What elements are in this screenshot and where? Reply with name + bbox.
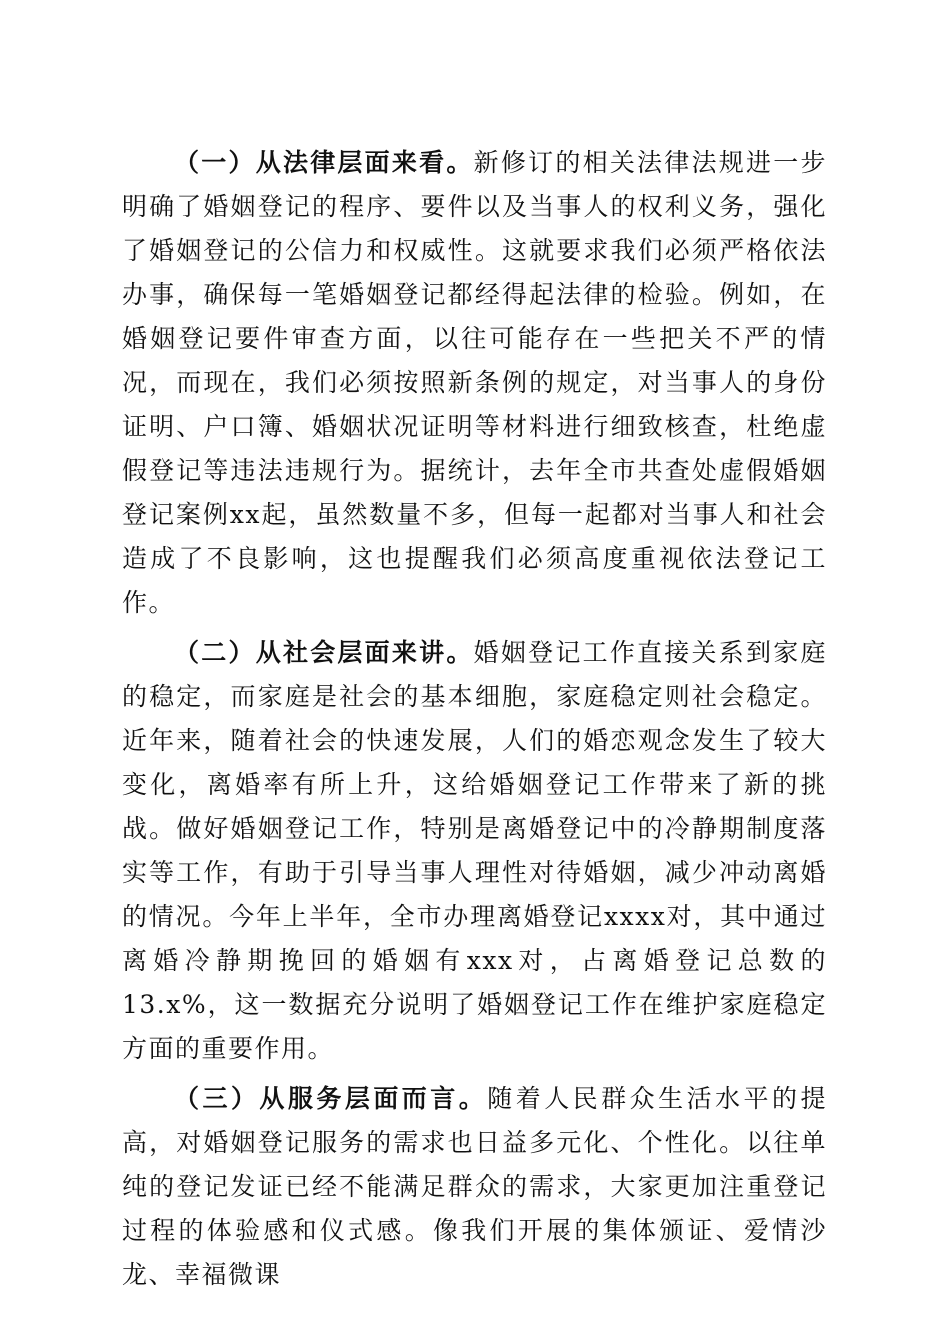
- paragraph-legal: [122, 141, 827, 625]
- paragraph-text-social: 婚姻登记工作直接关系到家庭的稳定，而家庭是社会的基本细胞，家庭稳定则社会稳定。近年来，随着社会的快速发展，人们的婚恋观念发生了较大变化，离婚率有所上升，这给婚姻登记工作带来了新的挑战。做好婚姻登记工作，特别是离婚登记中的冷静期制度落实等工作，有助于引导当事人理性对待婚姻，减少冲动离婚的情况。今年上半年，全市办理离婚登记xxxx对，其中通过离婚冷静期挽回的婚姻有xxx对，占离婚登记总数的13.x%，这一数据充分说明了婚姻登记工作在维护家庭稳定方面的重要作用。: [122, 638, 827, 1063]
- paragraph-text-legal: 新修订的相关法律法规进一步明确了婚姻登记的程序、要件以及当事人的权利义务，强化了婚姻登记的公信力和权威性。这就要求我们必须严格依法办事，确保每一笔婚姻登记都经得起法律的检验。例如，在婚姻登记要件审查方面，以往可能存在一些把关不严的情况，而现在，我们必须按照新条例的规定，对当事人的身份证明、户口簿、婚姻状况证明等材料进行细致核查，杜绝虚假登记等违法违规行为。据统计，去年全市共查处虚假婚姻登记案例xx起，虽然数量不多，但每一起都对当事人和社会造成了不良影响，这也提醒我们必须高度重视依法登记工作。: [122, 148, 827, 617]
- paragraph-service: [122, 1077, 827, 1297]
- paragraph-heading-social: （二）从社会层面来讲。: [174, 638, 474, 667]
- document-body: [122, 141, 827, 1303]
- paragraph-social: [122, 631, 827, 1071]
- paragraph-heading-legal: （一）从法律层面来看。: [174, 148, 474, 177]
- paragraph-heading-service: （三）从服务层面而言。: [174, 1084, 488, 1113]
- paragraph-text-service: 随着人民群众生活水平的提高，对婚姻登记服务的需求也日益多元化、个性化。以往单纯的登记发证已经不能满足群众的需求，大家更加注重登记过程的体验感和仪式感。像我们开展的集体颁证、爱情沙龙、幸福微课: [122, 1084, 827, 1289]
